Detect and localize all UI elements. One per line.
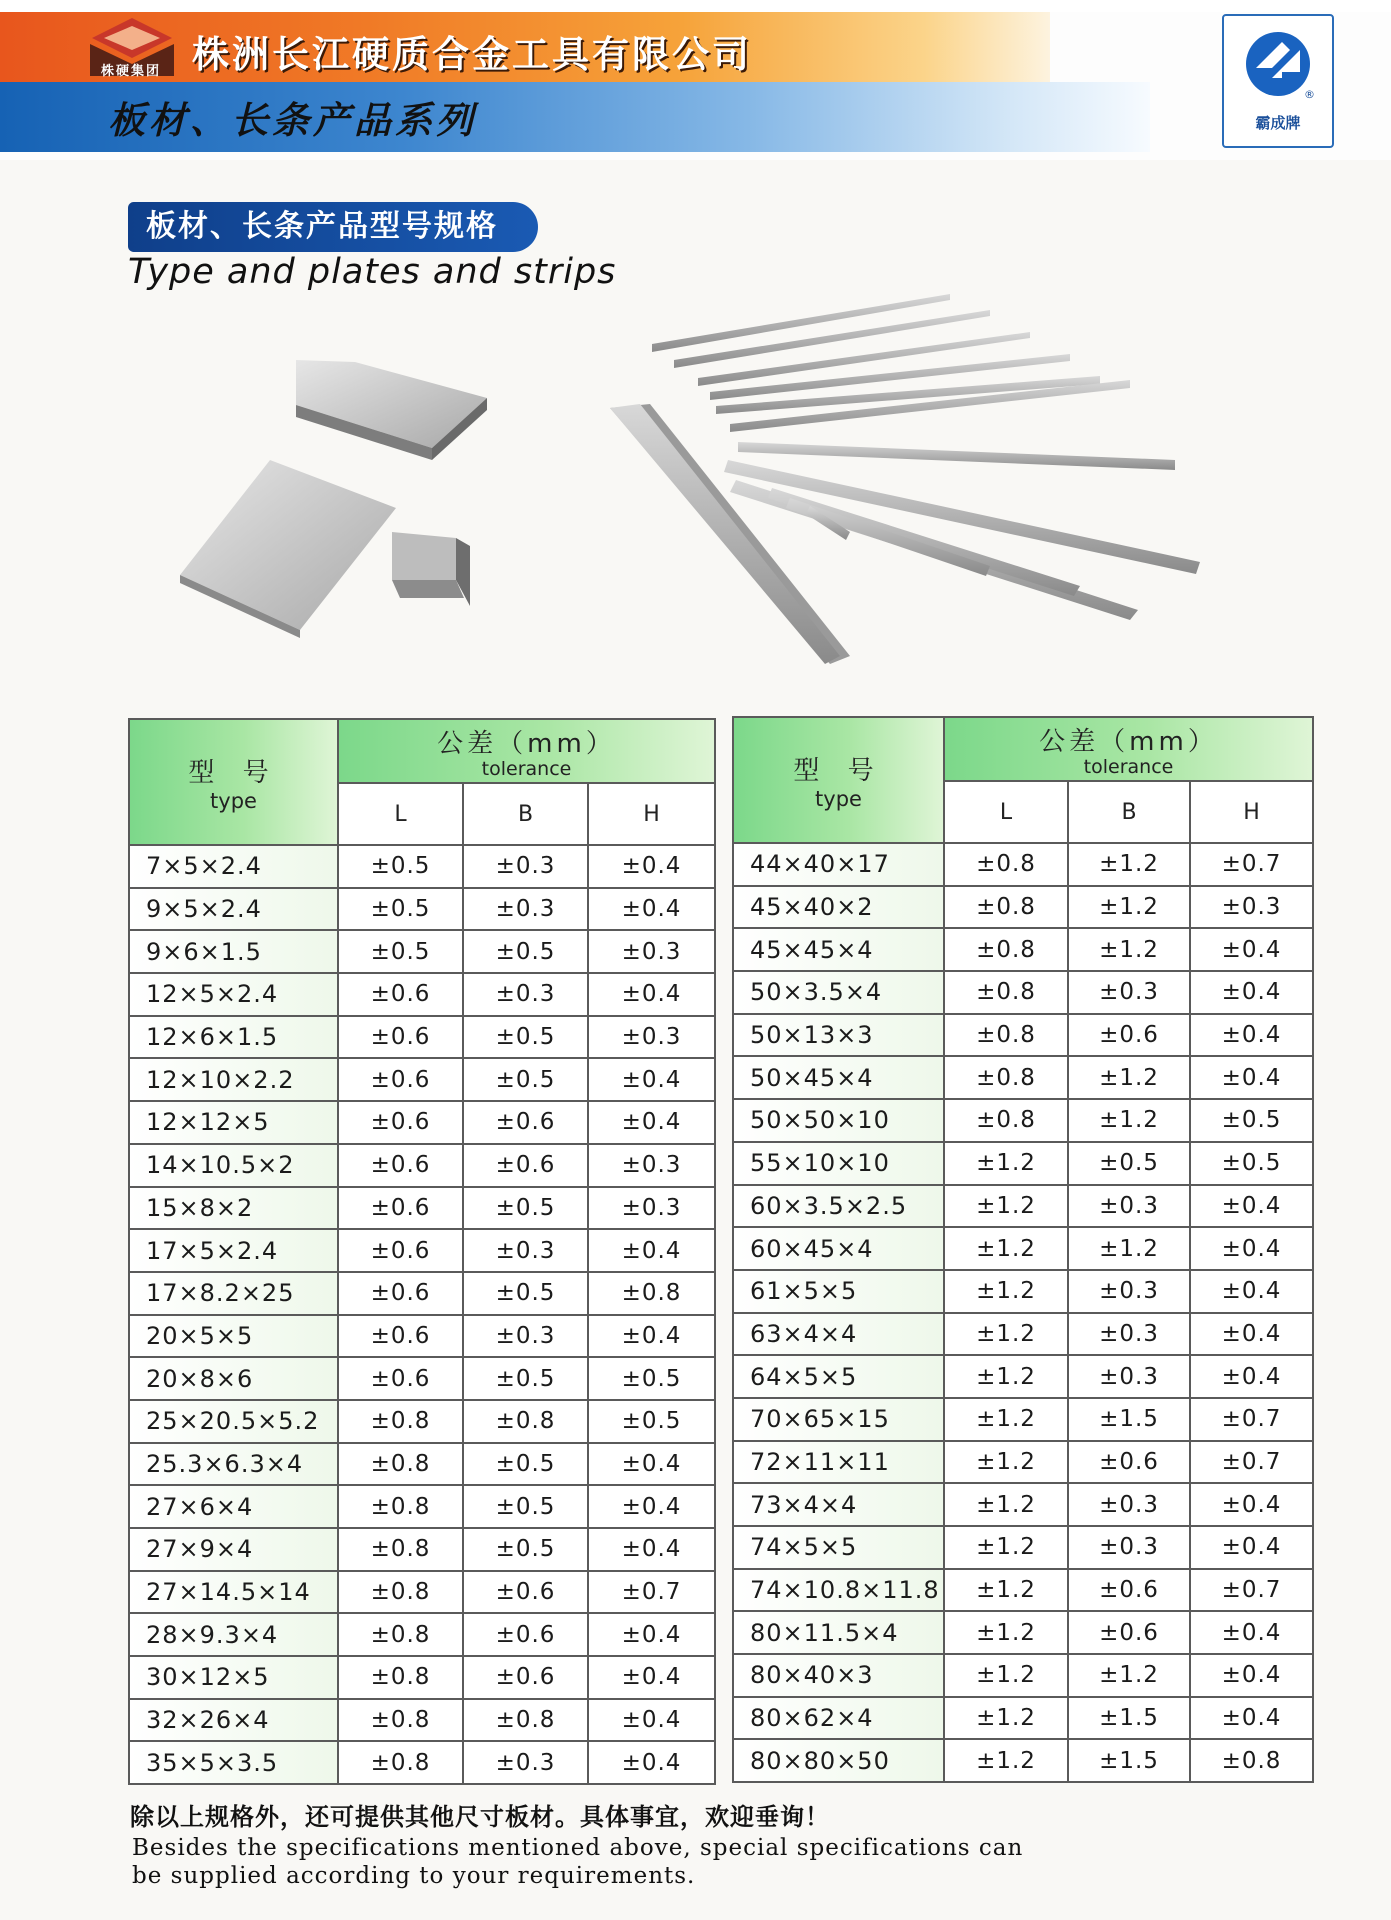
tol-b-cell: ±1.5 (1068, 1697, 1190, 1740)
wide-strip (610, 404, 850, 664)
type-cell: 35×5×3.5 (129, 1741, 338, 1784)
tol-b-cell: ±0.5 (463, 1272, 588, 1315)
type-cell: 64×5×5 (733, 1355, 944, 1398)
tol-h-cell: ±0.7 (1190, 1398, 1313, 1441)
tol-b-cell: ±0.3 (1068, 1526, 1190, 1569)
brand-logo (1222, 14, 1334, 148)
thin-strips (652, 294, 1200, 620)
table-row (733, 971, 1313, 1014)
tol-l-cell: ±0.8 (338, 1656, 463, 1699)
tol-h-cell: ±0.4 (1190, 1697, 1313, 1740)
table-row (733, 1099, 1313, 1142)
type-cell: 63×4×4 (733, 1313, 944, 1356)
tolerance-header-en: tolerance (481, 757, 572, 780)
type-cell: 44×40×17 (733, 843, 944, 886)
tol-h-cell: ±0.4 (588, 1613, 715, 1656)
type-cell: 60×3.5×2.5 (733, 1185, 944, 1228)
table-row (733, 928, 1313, 971)
table-row (733, 1185, 1313, 1228)
tol-b-cell: ±0.5 (463, 1528, 588, 1571)
tol-b-cell: ±0.6 (463, 1656, 588, 1699)
tol-b-cell: ±0.3 (1068, 1185, 1190, 1228)
tol-l-cell: ±0.8 (338, 1528, 463, 1571)
tol-b-cell: ±0.3 (463, 888, 588, 931)
type-cell: 70×65×15 (733, 1398, 944, 1441)
tol-h-cell: ±0.4 (588, 845, 715, 888)
type-cell: 25×20.5×5.2 (129, 1400, 338, 1443)
tol-b-cell: ±0.6 (1068, 1611, 1190, 1654)
table-row (733, 1611, 1313, 1654)
type-cell: 27×14.5×14 (129, 1571, 338, 1614)
type-header-cn: 型 号 (793, 755, 884, 786)
type-cell: 50×3.5×4 (733, 971, 944, 1014)
tol-b-cell: ±1.2 (1068, 1654, 1190, 1697)
type-cell: 14×10.5×2 (129, 1144, 338, 1187)
type-cell: 45×45×4 (733, 928, 944, 971)
table-row (733, 886, 1313, 929)
tol-b-cell: ±0.5 (463, 1357, 588, 1400)
table-row (129, 1187, 715, 1230)
type-cell: 17×8.2×25 (129, 1272, 338, 1315)
type-cell: 80×11.5×4 (733, 1611, 944, 1654)
tol-b-cell: ±1.5 (1068, 1739, 1190, 1782)
type-cell: 45×40×2 (733, 886, 944, 929)
table-row (129, 1528, 715, 1571)
tol-l-cell: ±0.6 (338, 1272, 463, 1315)
registered-mark: ® (1304, 88, 1315, 101)
tol-b-cell: ±0.8 (463, 1699, 588, 1742)
table-row (129, 1571, 715, 1614)
tol-b-cell: ±0.3 (1068, 1355, 1190, 1398)
tol-h-cell: ±0.8 (588, 1272, 715, 1315)
type-header (733, 717, 944, 843)
tol-h-cell: ±0.5 (588, 1357, 715, 1400)
product-illustration (170, 280, 1280, 680)
tol-h-cell: ±0.4 (1190, 1483, 1313, 1526)
tol-l-cell: ±0.8 (338, 1571, 463, 1614)
tol-b-cell: ±0.6 (1068, 1441, 1190, 1484)
tol-h-cell: ±0.8 (1190, 1739, 1313, 1782)
tol-l-cell: ±1.2 (944, 1441, 1068, 1484)
col-l-header: L (944, 781, 1068, 843)
table-row (733, 1398, 1313, 1441)
tol-l-cell: ±0.8 (944, 886, 1068, 929)
type-cell: 50×13×3 (733, 1014, 944, 1057)
tol-b-cell: ±1.2 (1068, 928, 1190, 971)
tol-h-cell: ±0.3 (588, 1187, 715, 1230)
tol-b-cell: ±0.5 (463, 1058, 588, 1101)
tol-h-cell: ±0.3 (1190, 886, 1313, 929)
type-cell: 80×62×4 (733, 1697, 944, 1740)
table-row (129, 1443, 715, 1486)
tol-h-cell: ±0.4 (1190, 1611, 1313, 1654)
table-row (129, 930, 715, 973)
table-row (733, 1526, 1313, 1569)
table-row (733, 843, 1313, 886)
tol-l-cell: ±1.2 (944, 1526, 1068, 1569)
type-cell: 50×50×10 (733, 1099, 944, 1142)
tol-l-cell: ±1.2 (944, 1483, 1068, 1526)
type-cell: 73×4×4 (733, 1483, 944, 1526)
type-cell: 72×11×11 (733, 1441, 944, 1484)
type-cell: 27×9×4 (129, 1528, 338, 1571)
type-header (129, 719, 338, 845)
type-cell: 28×9.3×4 (129, 1613, 338, 1656)
tol-b-cell: ±0.5 (463, 1443, 588, 1486)
tol-h-cell: ±0.4 (1190, 1270, 1313, 1313)
tol-h-cell: ±0.4 (588, 1485, 715, 1528)
tol-l-cell: ±0.8 (944, 1056, 1068, 1099)
tol-h-cell: ±0.5 (1190, 1142, 1313, 1185)
tol-h-cell: ±0.7 (1190, 1441, 1313, 1484)
tol-l-cell: ±1.2 (944, 1697, 1068, 1740)
type-cell: 80×40×3 (733, 1654, 944, 1697)
tol-b-cell: ±0.3 (463, 1315, 588, 1358)
tol-h-cell: ±0.4 (588, 888, 715, 931)
tol-h-cell: ±0.4 (1190, 1056, 1313, 1099)
tol-l-cell: ±1.2 (944, 1355, 1068, 1398)
tol-h-cell: ±0.7 (1190, 1569, 1313, 1612)
tol-b-cell: ±0.6 (463, 1571, 588, 1614)
table-row (129, 1699, 715, 1742)
tol-h-cell: ±0.3 (588, 1016, 715, 1059)
tol-h-cell: ±0.4 (1190, 1227, 1313, 1270)
table-row (733, 1227, 1313, 1270)
section-title-cn: 板材、长条产品型号规格 (128, 202, 538, 252)
type-cell: 12×5×2.4 (129, 973, 338, 1016)
tol-b-cell: ±0.3 (463, 1229, 588, 1272)
tol-h-cell: ±0.4 (588, 1229, 715, 1272)
tol-b-cell: ±0.6 (463, 1101, 588, 1144)
table-row (129, 1656, 715, 1699)
tol-b-cell: ±1.2 (1068, 1227, 1190, 1270)
table-row (129, 1741, 715, 1784)
tol-b-cell: ±0.6 (1068, 1569, 1190, 1612)
tol-l-cell: ±0.6 (338, 1315, 463, 1358)
tolerance-header-cn: 公差（mm） (437, 728, 616, 759)
type-header-cn: 型 号 (188, 757, 279, 788)
tol-l-cell: ±0.6 (338, 1058, 463, 1101)
table-row (129, 1016, 715, 1059)
tol-h-cell: ±0.4 (1190, 1355, 1313, 1398)
tol-l-cell: ±1.2 (944, 1398, 1068, 1441)
tol-b-cell: ±0.3 (463, 845, 588, 888)
tol-l-cell: ±0.6 (338, 1187, 463, 1230)
table-row (733, 1483, 1313, 1526)
table-row (129, 1613, 715, 1656)
table-row (733, 1313, 1313, 1356)
tol-h-cell: ±0.4 (1190, 928, 1313, 971)
plate-group (180, 360, 487, 638)
tol-b-cell: ±0.5 (463, 930, 588, 973)
tol-l-cell: ±1.2 (944, 1569, 1068, 1612)
table-row (733, 1142, 1313, 1185)
tol-b-cell: ±1.2 (1068, 843, 1190, 886)
tol-h-cell: ±0.4 (1190, 1313, 1313, 1356)
table-row (733, 1569, 1313, 1612)
header-banner (0, 0, 1391, 160)
table-row (129, 1144, 715, 1187)
company-name: 株洲长江硬质合金工具有限公司 (192, 33, 752, 76)
series-title: 板材、长条产品系列 (108, 98, 477, 142)
type-header-en: type (210, 788, 257, 813)
tol-b-cell: ±1.2 (1068, 1099, 1190, 1142)
type-cell: 32×26×4 (129, 1699, 338, 1742)
type-header-en: type (815, 786, 862, 811)
type-cell: 9×5×2.4 (129, 888, 338, 931)
tol-b-cell: ±0.5 (463, 1485, 588, 1528)
table-row (129, 1272, 715, 1315)
tol-l-cell: ±1.2 (944, 1313, 1068, 1356)
tolerance-header (944, 717, 1313, 781)
tol-h-cell: ±0.5 (1190, 1099, 1313, 1142)
tol-h-cell: ±0.4 (588, 1443, 715, 1486)
type-cell: 60×45×4 (733, 1227, 944, 1270)
tol-b-cell: ±1.2 (1068, 1056, 1190, 1099)
section-title-en: Type and plates and strips (128, 252, 617, 292)
tol-l-cell: ±0.8 (338, 1485, 463, 1528)
tol-l-cell: ±0.8 (338, 1613, 463, 1656)
type-cell: 80×80×50 (733, 1739, 944, 1782)
tol-b-cell: ±0.8 (463, 1400, 588, 1443)
type-cell: 12×10×2.2 (129, 1058, 338, 1101)
tol-l-cell: ±0.6 (338, 1101, 463, 1144)
table-row (129, 1357, 715, 1400)
table-row (129, 1315, 715, 1358)
tol-l-cell: ±0.8 (944, 1014, 1068, 1057)
col-b-header: B (463, 783, 588, 845)
tol-l-cell: ±1.2 (944, 1611, 1068, 1654)
tol-l-cell: ±0.8 (944, 971, 1068, 1014)
footer-note-en: Besides the specifications mentioned above, special specifications can be supplied according to your requirements. (132, 1835, 1024, 1889)
tol-b-cell: ±0.3 (1068, 1270, 1190, 1313)
table-row (129, 1485, 715, 1528)
type-cell: 12×6×1.5 (129, 1016, 338, 1059)
tol-h-cell: ±0.4 (588, 1656, 715, 1699)
tol-b-cell: ±0.3 (463, 973, 588, 1016)
tol-l-cell: ±1.2 (944, 1270, 1068, 1313)
tol-l-cell: ±1.2 (944, 1739, 1068, 1782)
table-row (129, 845, 715, 888)
type-cell: 25.3×6.3×4 (129, 1443, 338, 1486)
tol-l-cell: ±0.6 (338, 973, 463, 1016)
type-cell: 50×45×4 (733, 1056, 944, 1099)
type-cell: 7×5×2.4 (129, 845, 338, 888)
tol-b-cell: ±0.3 (1068, 971, 1190, 1014)
table-row (733, 1739, 1313, 1782)
tol-h-cell: ±0.4 (1190, 1185, 1313, 1228)
type-cell: 55×10×10 (733, 1142, 944, 1185)
type-cell: 17×5×2.4 (129, 1229, 338, 1272)
tol-h-cell: ±0.4 (1190, 1014, 1313, 1057)
tol-l-cell: ±0.8 (944, 928, 1068, 971)
table-row (733, 1441, 1313, 1484)
tol-l-cell: ±0.5 (338, 930, 463, 973)
tolerance-header-cn: 公差（mm） (1039, 726, 1218, 757)
tol-h-cell: ±0.4 (588, 1699, 715, 1742)
group-logo-text: 株硬集团 (100, 64, 161, 79)
col-l-header: L (338, 783, 463, 845)
col-h-header: H (588, 783, 715, 845)
col-h-header: H (1190, 781, 1313, 843)
tol-h-cell: ±0.4 (588, 1315, 715, 1358)
tol-l-cell: ±0.8 (338, 1400, 463, 1443)
tol-b-cell: ±0.3 (1068, 1483, 1190, 1526)
table-row (129, 888, 715, 931)
type-cell: 9×6×1.5 (129, 930, 338, 973)
tol-l-cell: ±1.2 (944, 1654, 1068, 1697)
table-row (129, 973, 715, 1016)
tol-b-cell: ±0.3 (1068, 1313, 1190, 1356)
tol-l-cell: ±0.6 (338, 1144, 463, 1187)
tol-h-cell: ±0.4 (588, 1058, 715, 1101)
tol-l-cell: ±0.8 (338, 1699, 463, 1742)
tol-l-cell: ±1.2 (944, 1142, 1068, 1185)
type-cell: 20×5×5 (129, 1315, 338, 1358)
spec-table-left-body (129, 845, 715, 1784)
tol-h-cell: ±0.3 (588, 930, 715, 973)
tolerance-header-en: tolerance (1083, 755, 1174, 778)
tol-l-cell: ±0.6 (338, 1357, 463, 1400)
tol-l-cell: ±0.6 (338, 1016, 463, 1059)
type-cell: 30×12×5 (129, 1656, 338, 1699)
tol-l-cell: ±0.8 (338, 1741, 463, 1784)
brand-name: 霸成牌 (1255, 114, 1301, 132)
spec-table-right-body (733, 843, 1313, 1782)
tol-b-cell: ±1.5 (1068, 1398, 1190, 1441)
tol-l-cell: ±0.8 (944, 843, 1068, 886)
table-row (733, 1270, 1313, 1313)
tol-b-cell: ±0.3 (463, 1741, 588, 1784)
tol-b-cell: ±0.5 (1068, 1142, 1190, 1185)
spec-table-right (732, 716, 1314, 1783)
table-row (129, 1101, 715, 1144)
tol-b-cell: ±0.5 (463, 1187, 588, 1230)
tol-h-cell: ±0.4 (588, 1101, 715, 1144)
table-row (733, 1697, 1313, 1740)
table-row (129, 1400, 715, 1443)
tolerance-header (338, 719, 715, 783)
tol-l-cell: ±1.2 (944, 1185, 1068, 1228)
tol-h-cell: ±0.4 (1190, 1654, 1313, 1697)
tol-l-cell: ±0.6 (338, 1229, 463, 1272)
table-row (733, 1654, 1313, 1697)
type-cell: 20×8×6 (129, 1357, 338, 1400)
table-row (129, 1229, 715, 1272)
tol-h-cell: ±0.5 (588, 1400, 715, 1443)
tol-h-cell: ±0.4 (588, 1528, 715, 1571)
tol-l-cell: ±0.8 (944, 1099, 1068, 1142)
spec-table-left (128, 718, 716, 1785)
tol-h-cell: ±0.4 (1190, 971, 1313, 1014)
tol-h-cell: ±0.4 (1190, 1526, 1313, 1569)
type-cell: 12×12×5 (129, 1101, 338, 1144)
tol-b-cell: ±1.2 (1068, 886, 1190, 929)
tol-b-cell: ±0.6 (463, 1613, 588, 1656)
tol-l-cell: ±1.2 (944, 1227, 1068, 1270)
tol-h-cell: ±0.7 (588, 1571, 715, 1614)
tol-h-cell: ±0.4 (588, 973, 715, 1016)
tol-h-cell: ±0.4 (588, 1741, 715, 1784)
table-row (733, 1056, 1313, 1099)
table-row (733, 1014, 1313, 1057)
type-cell: 61×5×5 (733, 1270, 944, 1313)
col-b-header: B (1068, 781, 1190, 843)
tol-l-cell: ±0.5 (338, 845, 463, 888)
tol-b-cell: ±0.6 (1068, 1014, 1190, 1057)
type-cell: 74×10.8×11.8 (733, 1569, 944, 1612)
table-row (733, 1355, 1313, 1398)
type-cell: 74×5×5 (733, 1526, 944, 1569)
tol-b-cell: ±0.5 (463, 1016, 588, 1059)
type-cell: 15×8×2 (129, 1187, 338, 1230)
footer-note-cn: 除以上规格外，还可提供其他尺寸板材。具体事宜，欢迎垂询！ (130, 1803, 830, 1831)
tol-b-cell: ±0.6 (463, 1144, 588, 1187)
tol-l-cell: ±0.5 (338, 888, 463, 931)
type-cell: 27×6×4 (129, 1485, 338, 1528)
table-row (129, 1058, 715, 1101)
tol-h-cell: ±0.7 (1190, 843, 1313, 886)
tol-h-cell: ±0.3 (588, 1144, 715, 1187)
tol-l-cell: ±0.8 (338, 1443, 463, 1486)
